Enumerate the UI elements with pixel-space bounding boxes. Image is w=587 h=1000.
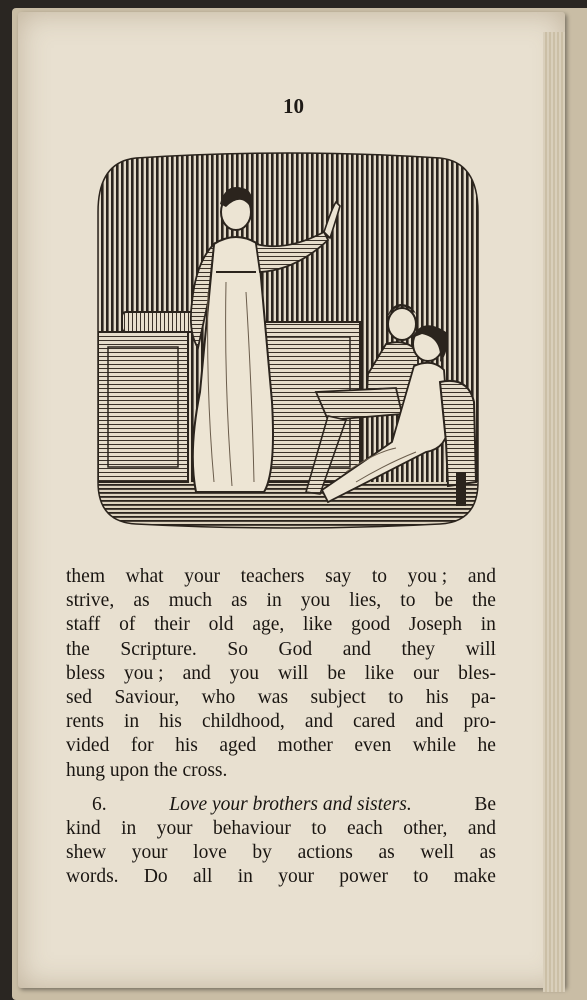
body-text	[66, 565, 496, 890]
paragraph-heading-line: 6. Love your brothers and sisters. Be	[66, 793, 496, 817]
paragraph-number: 6.	[92, 793, 107, 815]
engraving-teacher-with-children-icon	[96, 152, 480, 536]
text-line: sed Saviour, who was subject to his pa-	[66, 687, 496, 709]
text-line: them what your teachers say to you ; and	[66, 566, 496, 587]
paragraph-heading: Love your brothers and sisters.	[169, 793, 412, 815]
text-line: vided for his aged mother even while he	[66, 735, 496, 757]
text-line: words. Do all in your power to make	[66, 866, 496, 888]
text-line: bless you ; and you will be like our bles-	[66, 662, 496, 684]
text-line: staff of their old age, like good Joseph in	[66, 614, 496, 636]
page-number: 10	[283, 94, 304, 118]
text-line: shew your love by actions as well as	[66, 842, 496, 864]
text-line: rents in his childhood, and cared and pro-	[66, 711, 496, 733]
text-line: the Scripture. So God and they will	[66, 638, 496, 660]
text-line: hung upon the cross.	[66, 759, 228, 781]
text-line: strive, as much as in you lies, to be the	[66, 590, 496, 612]
text-line: kind in your behaviour to each other, and	[66, 818, 496, 840]
page-edge	[543, 32, 565, 992]
